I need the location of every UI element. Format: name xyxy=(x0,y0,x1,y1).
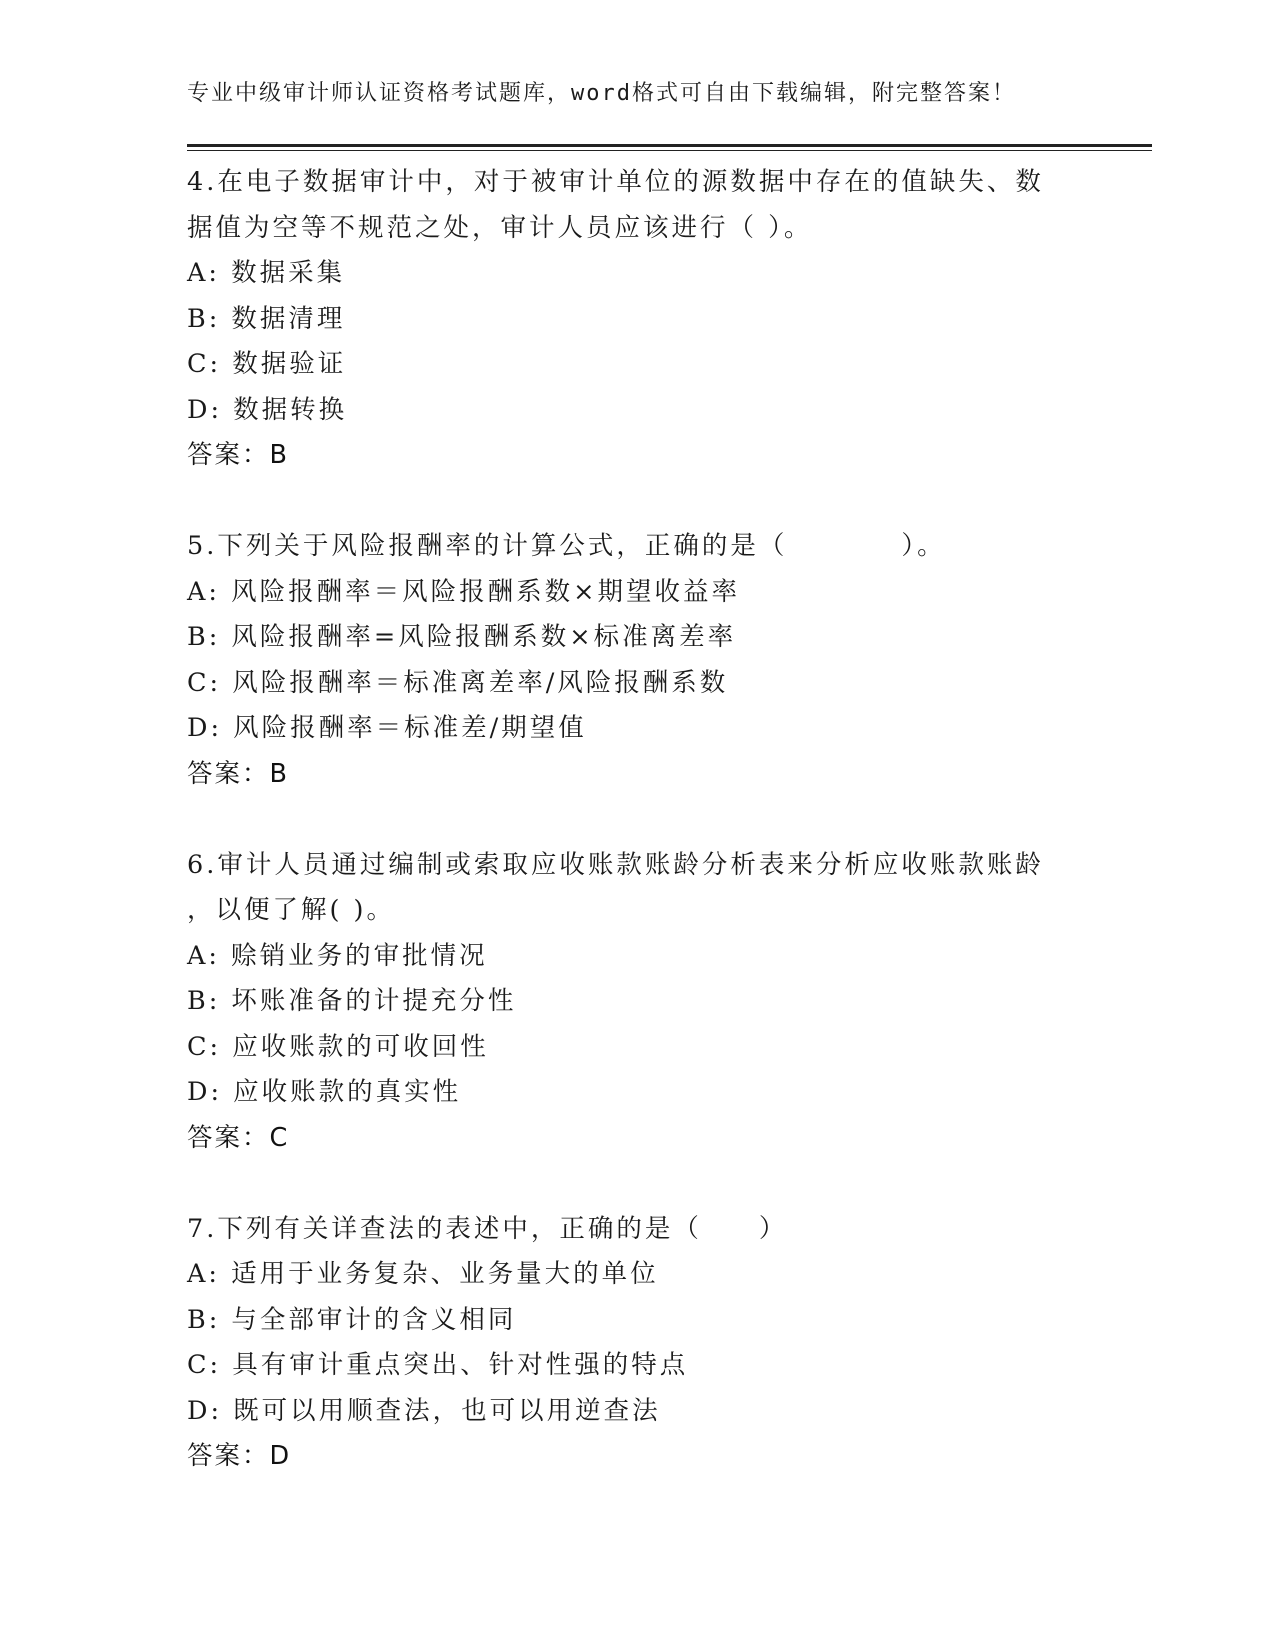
question-5 xyxy=(187,524,1087,797)
header-divider-thick xyxy=(187,144,1152,147)
option-c: C: 具有审计重点突出、针对性强的特点 xyxy=(187,1350,689,1380)
spacer xyxy=(187,1161,1087,1207)
option-b: B: 坏账准备的计提充分性 xyxy=(187,986,517,1016)
spacer xyxy=(187,797,1087,843)
question-list xyxy=(187,160,1087,1480)
option-c: C: 风险报酬率＝标准离差率/风险报酬系数 xyxy=(187,667,729,698)
answer-label: 答案：B xyxy=(187,758,289,789)
header-divider-thin xyxy=(187,150,1152,151)
question-stem-line: 4.在电子数据审计中，对于被审计单位的源数据中存在的值缺失、数 xyxy=(187,167,1044,197)
question-stem-line: 6.审计人员通过编制或索取应收账款账龄分析表来分析应收账款账龄 xyxy=(187,849,1044,880)
question-stem-line: 5.下列关于风险报酬率的计算公式，正确的是（ ）。 xyxy=(187,531,946,561)
page-header: 专业中级审计师认证资格考试题库，word格式可自由下载编辑，附完整答案！ xyxy=(187,81,1016,106)
question-7 xyxy=(187,1207,1087,1480)
question-stem-line: 7.下列有关详查法的表述中，正确的是（ ） xyxy=(187,1213,788,1244)
answer-label: 答案：D xyxy=(187,1441,292,1471)
answer-label: 答案：B xyxy=(187,440,289,470)
option-a: A: 数据采集 xyxy=(187,258,346,288)
option-d: D: 数据转换 xyxy=(187,394,348,425)
option-c: C: 应收账款的可收回性 xyxy=(187,1031,489,1062)
spacer xyxy=(187,479,1087,525)
option-a: A: 风险报酬率＝风险报酬系数×期望收益率 xyxy=(187,576,740,607)
option-a: A: 适用于业务复杂、业务量大的单位 xyxy=(187,1259,659,1289)
option-b: B: 风险报酬率=风险报酬系数×标准离差率 xyxy=(187,622,737,652)
option-d: D: 风险报酬率＝标准差/期望值 xyxy=(187,713,587,743)
option-d: D: 既可以用顺查法，也可以用逆查法 xyxy=(187,1395,661,1426)
question-stem-line: 据值为空等不规范之处，审计人员应该进行（ ）。 xyxy=(187,212,813,243)
option-a: A: 赊销业务的审批情况 xyxy=(187,940,488,971)
question-6 xyxy=(187,843,1087,1162)
option-c: C: 数据验证 xyxy=(187,349,347,379)
option-b: B: 与全部审计的含义相同 xyxy=(187,1304,517,1335)
question-stem-line: ，以便了解( )。 xyxy=(187,895,396,925)
answer-label: 答案：C xyxy=(187,1122,290,1153)
option-d: D: 应收账款的真实性 xyxy=(187,1077,462,1107)
question-4 xyxy=(187,160,1087,479)
option-b: B: 数据清理 xyxy=(187,303,346,334)
